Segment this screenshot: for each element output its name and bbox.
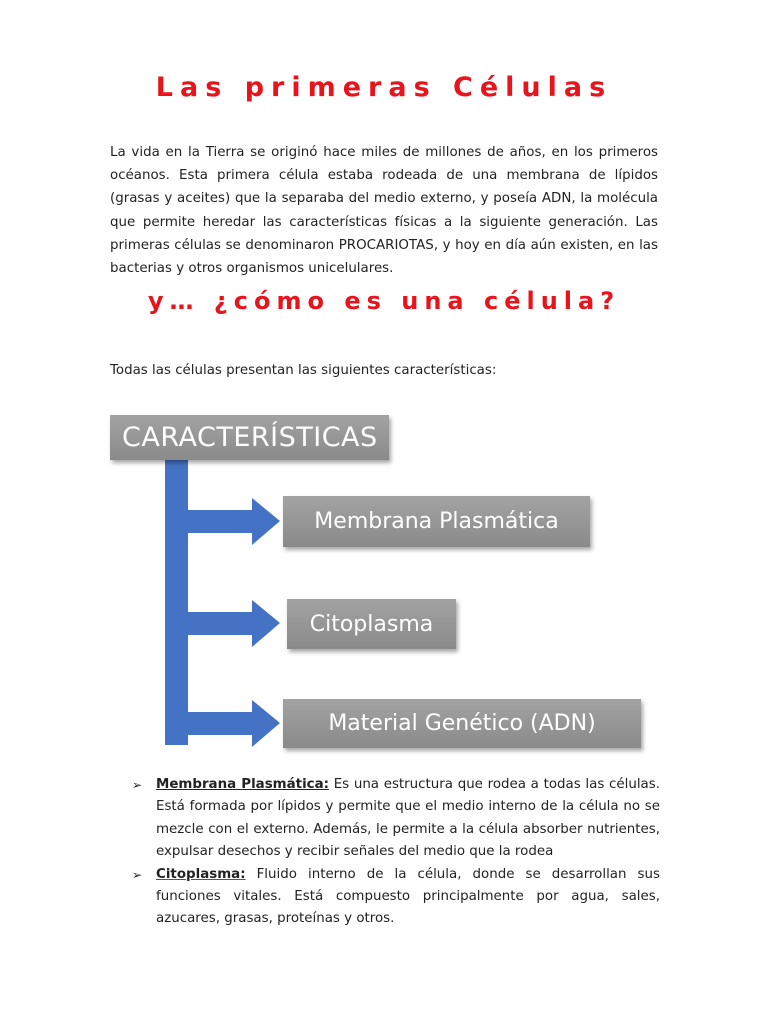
characteristic-cytoplasm-box: Citoplasma xyxy=(287,599,456,649)
arrowhead-bullet-icon: ➢ xyxy=(132,867,143,882)
page-title: Las primeras Células xyxy=(155,72,613,103)
connector-branch-1 xyxy=(165,510,253,533)
definitions-list xyxy=(132,774,660,931)
intro-paragraph: La vida en la Tierra se originó hace miles de millones de años, en los primeros océanos. Esta primera célula estaba rodeada de una membrana de lípidos (grasas y aceites) que la separaba del medio externo, y poseía ADN, la molécula que permite heredar las características físicas a la siguiente generación. Las primeras células se denominaron PROCARIOTAS, y hoy en día aún existen, en las bacterias y otros organismos unicelulares. xyxy=(110,145,658,277)
connector-branch-3 xyxy=(188,712,253,735)
connector-vertical-bar xyxy=(165,455,188,745)
characteristics-header-box: CARACTERÍSTICAS xyxy=(110,415,389,460)
connector-arrowhead-2 xyxy=(252,600,280,647)
section-subtitle: y… ¿cómo es una célula? xyxy=(147,287,621,315)
definition-term: Citoplasma: xyxy=(156,866,246,882)
connector-arrowhead-3 xyxy=(252,700,280,747)
definition-item xyxy=(132,864,660,931)
definition-text: Es una estructura que rodea a todas las células. Está formada por lípidos y permite que el medio interno de la célula no se mezcle con el externo. Además, le permite a la célula absorber nutrientes, expulsar desechos y recibir señales del medio que la rodea xyxy=(156,777,660,860)
lead-sentence: Todas las células presentan las siguientes características: xyxy=(110,363,497,378)
connector-branch-2 xyxy=(188,612,253,635)
characteristic-membrane-box: Membrana Plasmática xyxy=(283,496,590,547)
definition-term: Membrana Plasmática: xyxy=(156,777,329,792)
connector-arrowhead-1 xyxy=(252,498,280,545)
arrowhead-bullet-icon: ➢ xyxy=(132,778,143,792)
definition-item xyxy=(132,774,660,864)
definition-text: Fluido interno de la célula, donde se desarrollan sus funciones vitales. Está compuesto principalmente por agua, sales, azucares, grasas, proteínas y otros. xyxy=(156,866,660,927)
characteristic-dna-box: Material Genético (ADN) xyxy=(283,699,641,748)
